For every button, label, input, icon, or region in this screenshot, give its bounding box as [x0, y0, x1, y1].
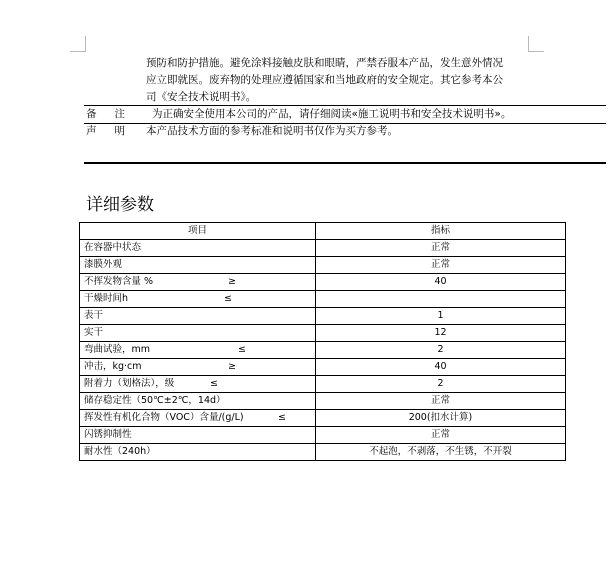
item-cell [80, 342, 316, 359]
item-cell [80, 257, 316, 274]
item-text: 耐水性（240h） [84, 446, 156, 457]
item-text: 在容器中状态 [84, 242, 142, 253]
table-row [80, 359, 566, 376]
parameter-table [79, 222, 566, 461]
item-text: 漆膜外观 [84, 259, 123, 270]
value-cell: 2 [316, 376, 566, 393]
comparison-symbol: ≥ [228, 276, 236, 287]
comparison-symbol: ≤ [224, 293, 232, 304]
statement-text: 本产品技术方面的参考标准和说明书仅作为买方参考。 [146, 125, 398, 137]
item-cell [80, 393, 316, 410]
remark-label: 备注 [86, 108, 143, 120]
item-text: 干燥时间h [84, 293, 129, 304]
table-row [80, 410, 566, 427]
precaution-line: 司《安全技术说明书》。 [146, 91, 257, 103]
value-cell: 2 [316, 342, 566, 359]
page-corner-mark-left [70, 36, 86, 52]
table-row [80, 274, 566, 291]
comparison-symbol: ≤ [278, 412, 286, 423]
item-cell [80, 376, 316, 393]
item-text: 储存稳定性（50℃±2℃，14d） [84, 395, 226, 406]
statement-label: 声明 [86, 125, 143, 137]
column-header-value: 指标 [316, 223, 566, 240]
value-cell: 不起泡，不剥落，不生锈，不开裂 [316, 444, 566, 461]
table-row [80, 393, 566, 410]
precaution-paragraph [146, 55, 503, 106]
comparison-symbol: ≥ [228, 361, 236, 372]
item-text: 不挥发物含量 % [84, 276, 154, 287]
item-text: 弯曲试验，mm [84, 344, 151, 355]
comparison-symbol: ≤ [238, 344, 246, 355]
table-row [80, 257, 566, 274]
page-corner-mark-right [528, 36, 544, 52]
item-cell [80, 325, 316, 342]
item-cell [80, 359, 316, 376]
item-text: 表干 [84, 310, 104, 321]
statement-row [86, 123, 606, 140]
remark-text: 为正确安全使用本公司的产品，请仔细阅读«施工说明书和安全技术说明书»。 [152, 108, 512, 120]
value-cell: 40 [316, 274, 566, 291]
value-cell: 正常 [316, 240, 566, 257]
value-cell [316, 291, 566, 308]
table-row [80, 427, 566, 444]
item-text: 闪锈抑制性 [84, 429, 132, 440]
value-cell: 正常 [316, 393, 566, 410]
item-cell [80, 427, 316, 444]
table-header-row [80, 223, 566, 240]
item-text: 附着力（划格法），级 [84, 378, 175, 389]
item-cell [80, 291, 316, 308]
section-divider [84, 162, 606, 164]
remark-row [86, 106, 606, 123]
table-row [80, 444, 566, 461]
value-cell: 1 [316, 308, 566, 325]
comparison-symbol: ≤ [210, 378, 218, 389]
item-text: 挥发性有机化合物（VOC）含量/(g/L) [84, 412, 244, 423]
value-cell: 12 [316, 325, 566, 342]
item-cell [80, 240, 316, 257]
table-row [80, 342, 566, 359]
column-header-item: 项目 [80, 223, 316, 240]
table-row [80, 325, 566, 342]
table-row [80, 240, 566, 257]
value-cell: 200(扣水计算) [316, 410, 566, 427]
precaution-line: 应立即就医。废弃物的处理应遵循国家和当地政府的安全规定。其它参考本公 [146, 74, 503, 86]
item-cell [80, 410, 316, 427]
item-cell [80, 444, 316, 461]
value-cell: 正常 [316, 257, 566, 274]
value-cell: 正常 [316, 427, 566, 444]
item-text: 实干 [84, 327, 104, 338]
value-cell: 40 [316, 359, 566, 376]
table-row [80, 308, 566, 325]
table-row [80, 291, 566, 308]
section-title: 详细参数 [86, 195, 154, 215]
item-text: 冲击，kg·cm [84, 361, 142, 372]
item-cell [80, 308, 316, 325]
precaution-line: 预防和防护措施。避免涂料接触皮肤和眼睛，严禁吞服本产品，发生意外情况 [146, 57, 503, 69]
item-cell [80, 274, 316, 291]
table-row [80, 376, 566, 393]
